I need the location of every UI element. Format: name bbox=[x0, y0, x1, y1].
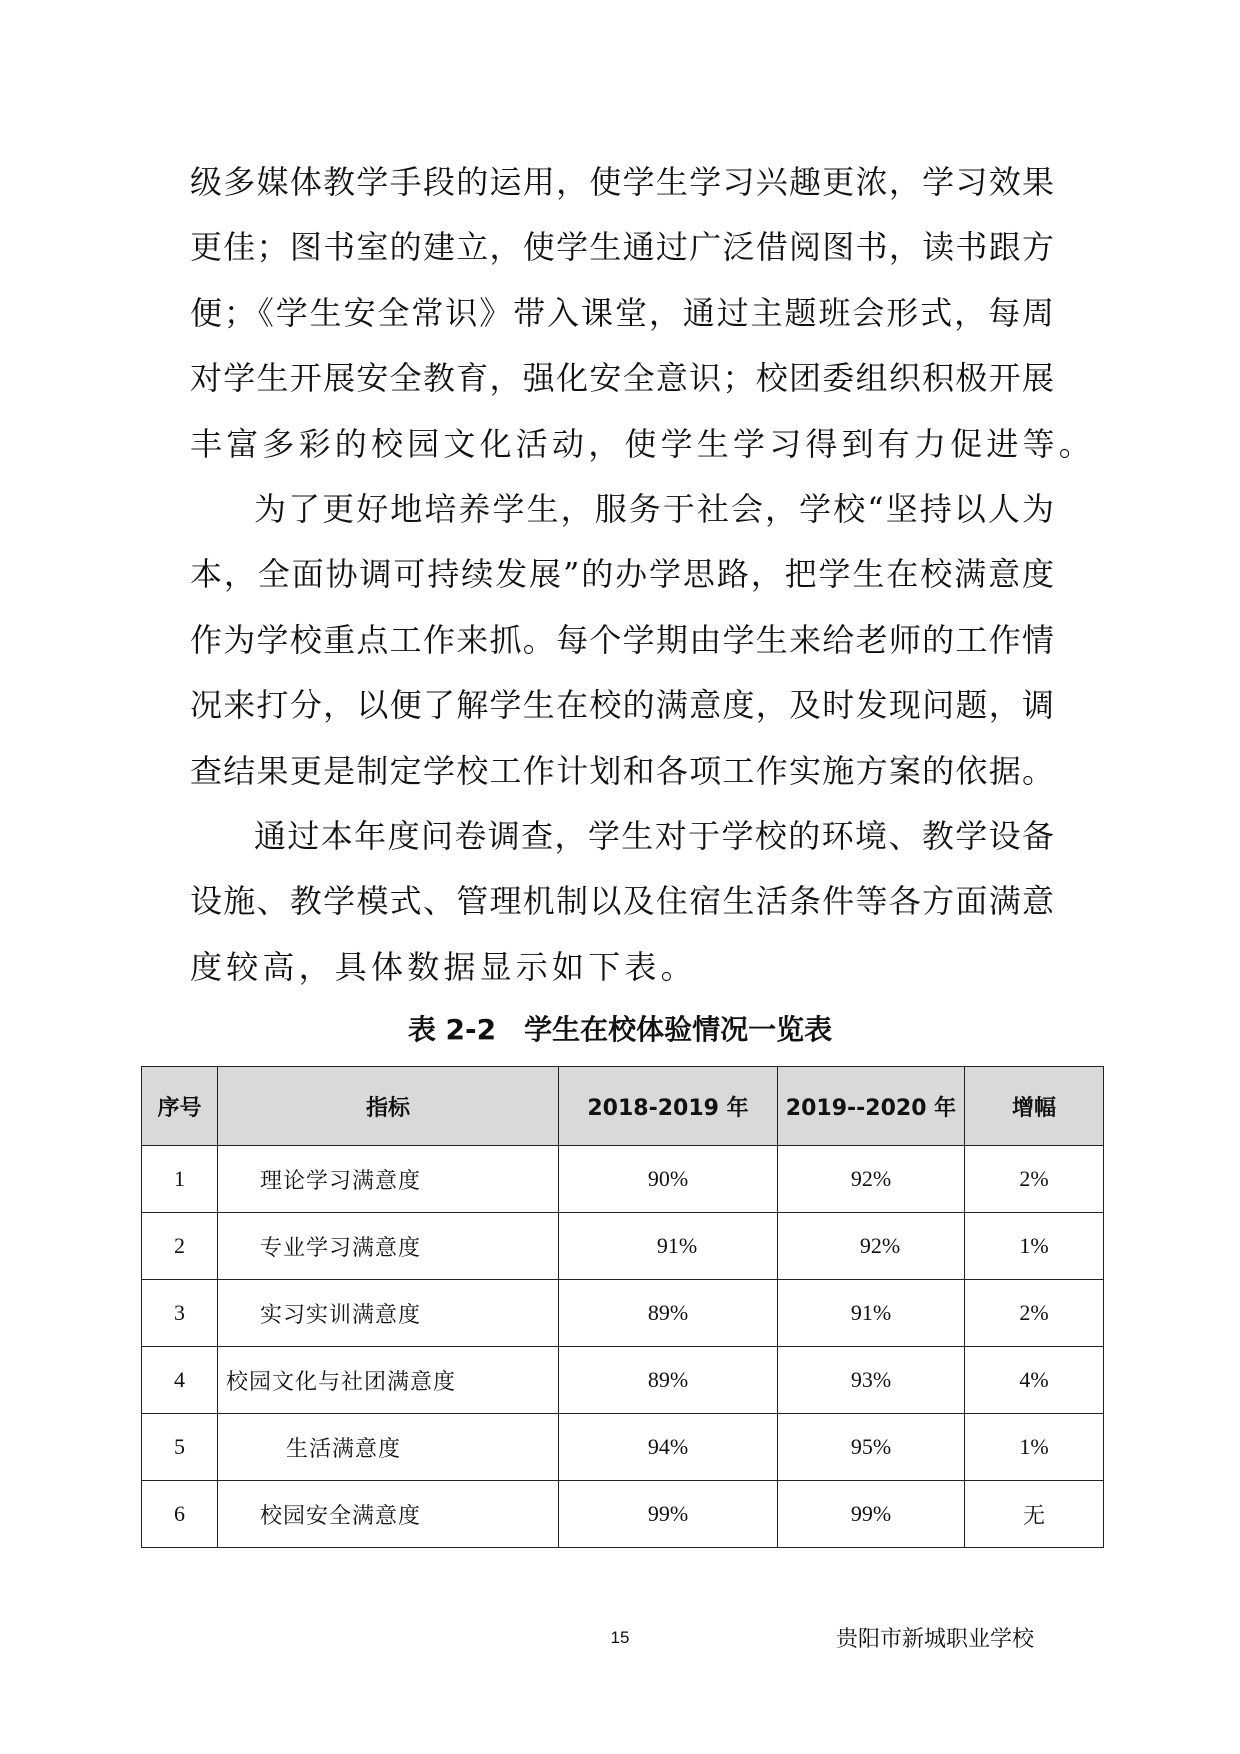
cell-index: 4 bbox=[142, 1347, 218, 1414]
header-index: 序号 bbox=[142, 1067, 218, 1146]
cell-index: 2 bbox=[142, 1213, 218, 1280]
table-row bbox=[142, 1213, 1104, 1280]
text-line: 为了更好地培养学生，服务于社会，学校“坚持以人为 bbox=[254, 489, 1054, 528]
table-row bbox=[142, 1414, 1104, 1481]
text-line: 查结果更是制定学校工作计划和各项工作实施方案的依据。 bbox=[190, 751, 1054, 790]
table-caption-number: 表 2-2 bbox=[407, 1013, 497, 1046]
table-row bbox=[142, 1146, 1104, 1213]
text-line: 便；《学生安全常识》带入课堂，通过主题班会形式，每周 bbox=[190, 293, 1054, 332]
text-line: 况来打分，以便了解学生在校的满意度，及时发现问题，调 bbox=[190, 686, 1054, 725]
text-line: 通过本年度问卷调查，学生对于学校的环境、教学设备 bbox=[254, 816, 1054, 855]
cell-indicator: 专业学习满意度 bbox=[218, 1213, 559, 1280]
cell-index: 1 bbox=[142, 1146, 218, 1213]
cell-2019-2020: 99% bbox=[778, 1481, 965, 1548]
cell-indicator: 生活满意度 bbox=[218, 1414, 559, 1481]
cell-2018-2019: 94% bbox=[559, 1414, 778, 1481]
cell-increase: 无 bbox=[965, 1481, 1104, 1548]
page-number: 15 bbox=[610, 1628, 630, 1647]
header-indicator: 指标 bbox=[218, 1067, 559, 1146]
table-row bbox=[142, 1481, 1104, 1548]
text-line: 作为学校重点工作来抓。每个学期由学生来给老师的工作情 bbox=[190, 620, 1054, 659]
text-line: 度较高，具体数据显示如下表。 bbox=[190, 947, 697, 986]
text-line: 对学生开展安全教育，强化安全意识；校团委组织积极开展 bbox=[190, 359, 1054, 398]
cell-2019-2020: 91% bbox=[778, 1280, 965, 1347]
cell-2019-2020: 92% bbox=[778, 1146, 965, 1213]
text-line: 丰富多彩的校园文化活动，使学生学习得到有力促进等。 bbox=[190, 424, 1096, 463]
cell-2019-2020: 92% bbox=[778, 1213, 965, 1280]
cell-2018-2019: 89% bbox=[559, 1347, 778, 1414]
header-increase: 增幅 bbox=[965, 1067, 1104, 1146]
table-caption bbox=[0, 1010, 1240, 1050]
cell-increase: 4% bbox=[965, 1347, 1104, 1414]
cell-increase: 1% bbox=[965, 1414, 1104, 1481]
cell-2019-2020: 93% bbox=[778, 1347, 965, 1414]
cell-2018-2019: 89% bbox=[559, 1280, 778, 1347]
cell-indicator: 实习实训满意度 bbox=[218, 1280, 559, 1347]
cell-2018-2019: 90% bbox=[559, 1146, 778, 1213]
cell-increase: 1% bbox=[965, 1213, 1104, 1280]
text-line: 本，全面协调可持续发展”的办学思路，把学生在校满意度 bbox=[190, 555, 1054, 594]
header-year-2018-2019: 2018-2019 年 bbox=[559, 1067, 778, 1146]
cell-index: 6 bbox=[142, 1481, 218, 1548]
text-line: 更佳；图书室的建立，使学生通过广泛借阅图书，读书跟方 bbox=[190, 228, 1054, 267]
cell-increase: 2% bbox=[965, 1280, 1104, 1347]
text-line: 级多媒体教学手段的运用，使学生学习兴趣更浓，学习效果 bbox=[190, 163, 1054, 201]
footer-school-name: 贵阳市新城职业学校 bbox=[836, 1627, 1035, 1652]
cell-indicator: 理论学习满意度 bbox=[218, 1146, 559, 1213]
survey-table bbox=[141, 1066, 1104, 1548]
cell-increase: 2% bbox=[965, 1146, 1104, 1213]
table-row bbox=[142, 1280, 1104, 1347]
table-caption-title: 学生在校体验情况一览表 bbox=[524, 1013, 833, 1046]
header-year-2019-2020: 2019--2020 年 bbox=[778, 1067, 965, 1146]
cell-index: 5 bbox=[142, 1414, 218, 1481]
cell-2019-2020: 95% bbox=[778, 1414, 965, 1481]
table-row bbox=[142, 1347, 1104, 1414]
table-header-row bbox=[142, 1067, 1104, 1146]
cell-2018-2019: 99% bbox=[559, 1481, 778, 1548]
text-line: 设施、教学模式、管理机制以及住宿生活条件等各方面满意 bbox=[190, 882, 1054, 921]
cell-index: 3 bbox=[142, 1280, 218, 1347]
cell-indicator: 校园文化与社团满意度 bbox=[218, 1347, 559, 1414]
body-text bbox=[190, 150, 1096, 1000]
cell-2018-2019: 91% bbox=[559, 1213, 778, 1280]
cell-indicator: 校园安全满意度 bbox=[218, 1481, 559, 1548]
